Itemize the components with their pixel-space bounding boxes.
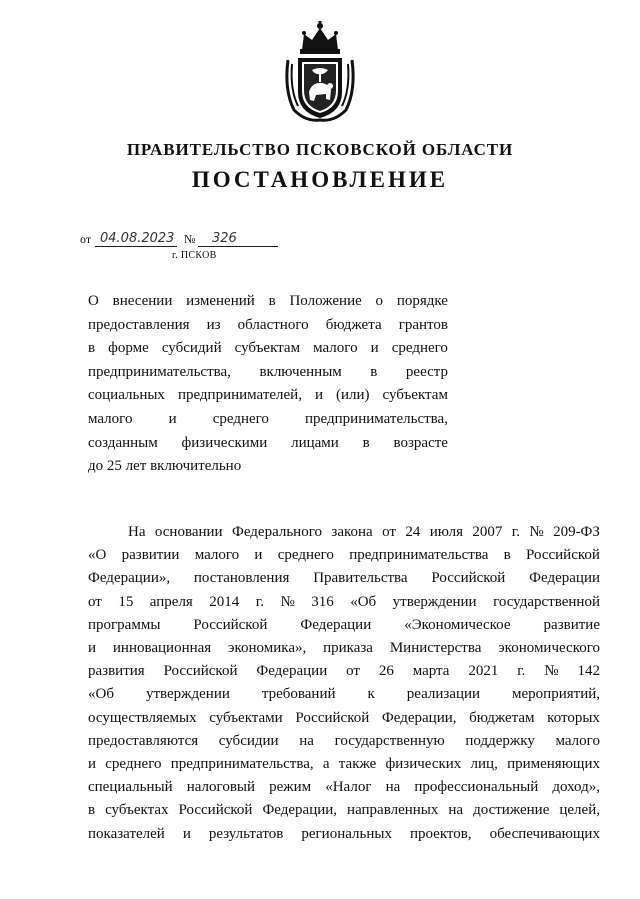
- word: постановления: [193, 570, 290, 587]
- word: среднего: [277, 547, 334, 564]
- word: №: [544, 663, 559, 680]
- word: налоговый: [186, 779, 256, 796]
- word: на: [448, 802, 464, 819]
- government-heading: ПРАВИТЕЛЬСТВО ПСКОВСКОЙ ОБЛАСТИ: [126, 140, 514, 159]
- handwritten-number: 326: [212, 231, 237, 246]
- word: и: [88, 756, 97, 773]
- word: 2014: [209, 593, 240, 610]
- word: предпринимательства: [349, 547, 489, 564]
- word: осуществляемых: [88, 709, 197, 726]
- coat-of-arms-icon: [282, 20, 358, 124]
- word: Российской: [163, 663, 238, 680]
- word: социальных: [88, 387, 165, 404]
- word: Федерации,: [262, 802, 338, 819]
- body-line: [88, 567, 600, 590]
- word: в: [88, 802, 96, 819]
- body-line: [88, 544, 600, 567]
- word: региональных: [301, 825, 392, 842]
- word: 2021: [468, 663, 499, 680]
- word: от: [382, 524, 396, 540]
- word: лицами: [291, 434, 339, 451]
- word: профессиональный: [414, 779, 539, 796]
- word: Положение: [289, 293, 362, 309]
- word: 209-ФЗ: [553, 524, 600, 540]
- word: Министерства: [389, 640, 482, 657]
- word: развитие: [543, 616, 600, 633]
- word: из: [206, 316, 221, 333]
- word: Федерации: [529, 570, 600, 587]
- word: основании: [154, 524, 223, 540]
- body-line: [88, 591, 600, 614]
- word: инновационная: [112, 640, 212, 657]
- word: Федерации,: [381, 709, 457, 726]
- word: г.: [511, 524, 520, 540]
- word: достижение: [473, 802, 550, 819]
- word: в: [362, 434, 370, 451]
- word: г.: [255, 593, 264, 610]
- word: областного: [237, 316, 309, 333]
- word: от: [346, 663, 360, 680]
- word: «Об: [88, 686, 114, 703]
- body-line: [88, 707, 600, 730]
- word: 142: [577, 663, 600, 680]
- body-line: [88, 776, 600, 799]
- word: физическими: [181, 434, 268, 451]
- word: «Экономическое: [404, 616, 511, 633]
- word: проектов,: [409, 825, 472, 842]
- document-body: [88, 521, 600, 846]
- word: субъектах: [105, 802, 169, 819]
- word: Правительства: [313, 570, 408, 587]
- word: На: [128, 524, 146, 540]
- title-line: [88, 384, 448, 408]
- word: режим: [269, 779, 312, 796]
- body-line: [88, 799, 600, 822]
- word: малого: [88, 410, 133, 427]
- word: марта: [412, 663, 450, 680]
- word: показателей: [88, 825, 165, 842]
- word: развитии: [121, 547, 180, 564]
- word: целей,: [559, 802, 600, 819]
- word: Российской: [526, 547, 600, 564]
- date-underline: [95, 246, 177, 247]
- word: субъектами: [209, 709, 283, 726]
- word: 24: [405, 524, 421, 540]
- handwritten-date: 04.08.2023: [100, 231, 175, 246]
- word: закона: [331, 524, 373, 540]
- word: Российской: [193, 616, 268, 633]
- body-line: [88, 823, 600, 846]
- word: малого: [194, 547, 240, 564]
- word: которых: [547, 709, 600, 726]
- word: и: [168, 410, 177, 427]
- word: физических: [385, 756, 462, 773]
- number-underline: [198, 246, 278, 247]
- word: 2007: [472, 524, 503, 540]
- word: (или): [336, 387, 370, 404]
- word: реализации: [406, 686, 481, 703]
- word: форме: [108, 340, 149, 357]
- word: Российской: [295, 709, 370, 726]
- word: предпринимательства,: [88, 363, 231, 380]
- title-line: [88, 314, 448, 338]
- word: обеспечивающих: [489, 825, 600, 842]
- word: предпринимательства,: [305, 410, 448, 427]
- word: 316: [311, 593, 334, 610]
- word: а: [322, 756, 330, 773]
- word: Федерации: [256, 663, 328, 680]
- word: возрасте: [393, 434, 448, 451]
- word: экономика»,: [228, 640, 307, 657]
- title-line: [88, 337, 448, 361]
- word: государственной: [493, 593, 600, 610]
- word: бюджетам: [469, 709, 535, 726]
- body-line: [88, 521, 600, 544]
- word: утверждении: [145, 686, 230, 703]
- word: применяющих: [507, 756, 600, 773]
- word: среднего: [391, 340, 448, 357]
- word: бюджета: [325, 316, 382, 333]
- word: и: [182, 825, 191, 842]
- word: к: [367, 686, 375, 703]
- word: предпринимателей,: [177, 387, 302, 404]
- body-line: [88, 683, 600, 706]
- word: «О: [88, 547, 107, 564]
- word: предпринимательства,: [170, 756, 314, 773]
- date-prefix: от: [80, 232, 92, 246]
- word: лиц,: [470, 756, 498, 773]
- word: в: [370, 363, 378, 380]
- word: направленных: [347, 802, 439, 819]
- word: о: [375, 293, 384, 309]
- word: требований: [261, 686, 336, 703]
- body-line: [88, 730, 600, 753]
- word: и: [370, 340, 379, 357]
- word: «Об: [350, 593, 377, 610]
- word: изменений: [186, 293, 255, 309]
- word: 26: [378, 663, 394, 680]
- word: среднего: [105, 756, 162, 773]
- word: апреля: [149, 593, 193, 610]
- title-line: [88, 455, 448, 479]
- word: июля: [429, 524, 463, 540]
- word: О: [88, 293, 99, 309]
- word: «Налог: [325, 779, 372, 796]
- word: специальный: [88, 779, 173, 796]
- word: малого: [313, 340, 358, 357]
- word: и: [254, 547, 263, 564]
- word: субъектам: [234, 340, 301, 357]
- word: также: [338, 756, 377, 773]
- registration-line: [80, 232, 300, 248]
- number-sign: №: [184, 232, 196, 246]
- word: государственную: [334, 732, 445, 749]
- word: №: [529, 524, 544, 540]
- word: г.: [517, 663, 526, 680]
- word: в: [268, 293, 276, 309]
- word: порядке: [396, 293, 448, 309]
- word: и: [314, 387, 323, 404]
- word: экономического: [498, 640, 600, 657]
- word: поддержку: [465, 732, 535, 749]
- word: малого: [555, 732, 600, 749]
- word: и: [88, 640, 97, 657]
- title-line: [88, 408, 448, 432]
- word: в: [503, 547, 511, 564]
- title-line: [88, 361, 448, 385]
- word: предоставления: [88, 316, 190, 333]
- word: среднего: [212, 410, 269, 427]
- word: Федерального: [231, 524, 322, 540]
- title-line: [88, 432, 448, 456]
- word: на: [299, 732, 314, 749]
- body-line: [88, 637, 600, 660]
- word: Федерации»,: [88, 570, 171, 587]
- body-line: [88, 614, 600, 637]
- body-line: [88, 660, 600, 683]
- word: развития: [88, 663, 145, 680]
- word: в: [88, 340, 96, 357]
- word: утверждении: [392, 593, 477, 610]
- word: Российской: [431, 570, 506, 587]
- word: до 25 лет включительно: [88, 458, 242, 475]
- word: субсидии: [218, 732, 279, 749]
- word: программы: [88, 616, 161, 633]
- word: созданным: [88, 434, 158, 451]
- word: мероприятий,: [512, 686, 600, 703]
- word: внесении: [112, 293, 173, 309]
- title-line: [88, 290, 448, 314]
- word: предоставляются: [88, 732, 199, 749]
- word: результатов: [208, 825, 284, 842]
- document-type-heading: ПОСТАНОВЛЕНИЕ: [191, 167, 449, 192]
- document-title: [88, 290, 448, 479]
- word: доход»,: [552, 779, 600, 796]
- word: на: [385, 779, 401, 796]
- word: субъектам: [382, 387, 448, 404]
- word: реестр: [405, 363, 448, 380]
- word: грантов: [398, 316, 448, 333]
- word: приказа: [323, 640, 373, 657]
- word: субсидий: [161, 340, 222, 357]
- word: №: [280, 593, 295, 610]
- body-line: [88, 753, 600, 776]
- city-label: г. ПСКОВ: [172, 250, 217, 261]
- word: включенным: [259, 363, 342, 380]
- word: 15: [118, 593, 134, 610]
- word: Российской: [178, 802, 253, 819]
- word: от: [88, 593, 102, 610]
- word: Федерации: [300, 616, 372, 633]
